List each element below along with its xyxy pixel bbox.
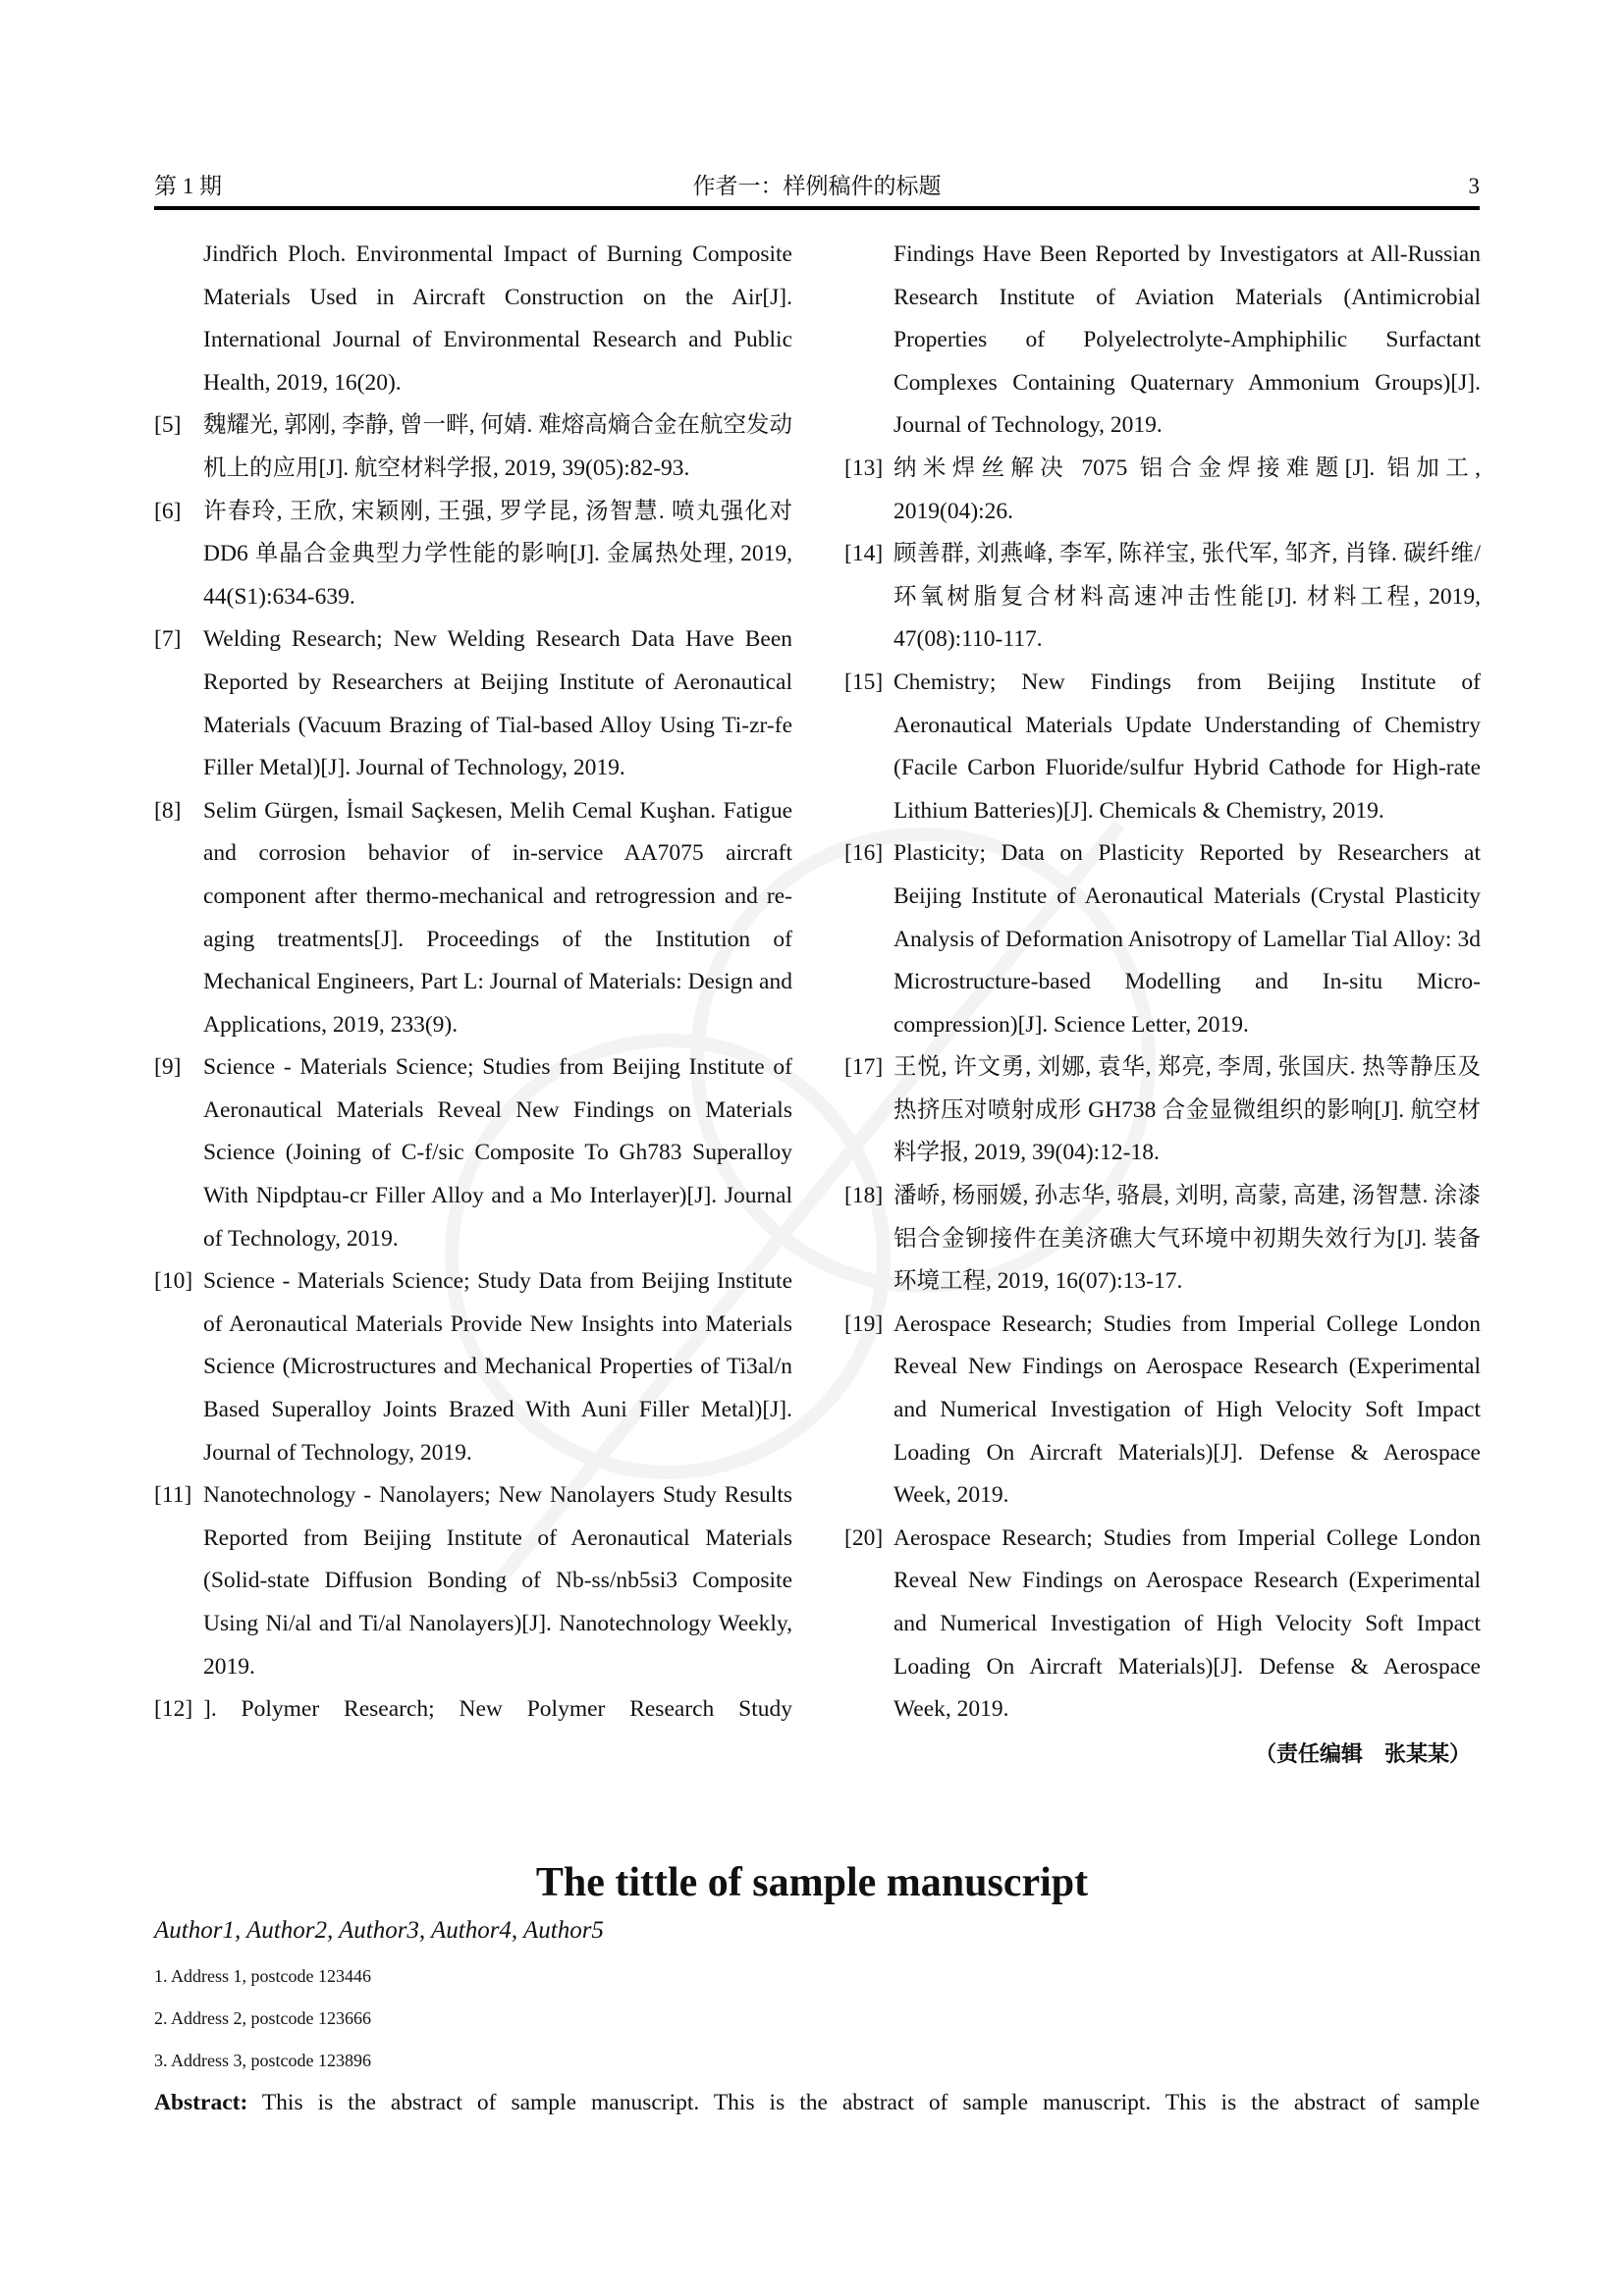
reference-number: [18] <box>844 1183 884 1209</box>
reference-text: 王悦, 许文勇, 刘娜, 袁华, 郑亮, 李周, 张国庆. 热等静压及热挤压对喷射成形 GH738 合金显微组织的影响[J]. 航空材料学报, 2019, 39(04):12-18. <box>893 1054 1481 1166</box>
running-title: 作者一：样例稿件的标题 <box>692 174 942 198</box>
reference-text: Welding Research; New Welding Research Data Have Been Reported by Researchers at Beijing Institute of Aeronautical Materials (Vacuum Brazing of Tial-based Alloy Using Ti-zr-fe Filler Metal)[J]. Journal of Technology, 2019. <box>203 626 792 781</box>
reference-item <box>154 404 792 490</box>
reference-number: [14] <box>844 541 884 567</box>
reference-item <box>844 662 1481 832</box>
references-left-column <box>154 234 792 1732</box>
reference-text: 魏耀光, 郭刚, 李静, 曾一畔, 何婧. 难熔高熵合金在航空发动机上的应用[J]. 航空材料学报, 2019, 39(05):82-93. <box>203 412 792 481</box>
references-right-column <box>844 234 1481 1776</box>
reference-item <box>844 1518 1481 1732</box>
reference-item <box>154 1688 792 1732</box>
reference-item <box>154 491 792 619</box>
reference-item <box>154 618 792 789</box>
reference-number: [8] <box>154 797 182 824</box>
reference-text: Findings Have Been Reported by Investigators at All-Russian Research Institute of Aviation Materials (Antimicrobial Properties of Polyelectrolyte-Amphiphilic Surfactant Complexes Containing Quaternary Ammonium Groups)[J]. Journal of Technology, 2019. <box>893 241 1481 439</box>
reference-number: [17] <box>844 1054 884 1081</box>
reference-item <box>154 234 792 404</box>
reference-text: ]. Polymer Research; New Polymer Research Study <box>203 1696 792 1723</box>
reference-number: [12] <box>154 1696 193 1723</box>
reference-text: Nanotechnology - Nanolayers; New Nanolayers Study Results Reported from Beijing Institute of Aeronautical Materials (Solid-state Diffusion Bonding of Nb-ss/nb5si3 Composite Using Ni/al and Ti/al Nanolayers)[J]. Nanotechnology Weekly, 2019. <box>203 1482 792 1680</box>
reference-text: Science - Materials Science; Studies from Beijing Institute of Aeronautical Materials Reveal New Findings on Materials Science (Joining of C-f/sic Composite To Gh783 Superalloy With Nipdptau-cr Filler Alloy and a Mo Interlayer)[J]. Journal of Technology, 2019. <box>203 1054 792 1252</box>
reference-item <box>154 1260 792 1474</box>
reference-number: [5] <box>154 412 182 439</box>
reference-text: Jindřich Ploch. Environmental Impact of Burning Composite Materials Used in Aircraft Construction on the Air[J]. International Journal of Environmental Research and Public Health, 2019, 16(20). <box>203 241 792 396</box>
reference-text: 纳米焊丝解决 7075 铝合金焊接难题[J]. 铝加工, 2019(04):26. <box>893 454 1481 524</box>
reference-item <box>154 1474 792 1688</box>
author-list: Author1, Author2, Author3, Author4, Author5 <box>154 1917 604 1944</box>
reference-number: [6] <box>154 498 182 524</box>
reference-text: 顾善群, 刘燕峰, 李军, 陈祥宝, 张代军, 邹齐, 肖锋. 碳纤维/环氧树脂复合材料高速冲击性能[J]. 材料工程, 2019, 47(08):110-117. <box>893 541 1481 653</box>
reference-item <box>844 832 1481 1046</box>
reference-text: Selim Gürgen, İsmail Saçkesen, Melih Cemal Kuşhan. Fatigue and corrosion behavior of in-service AA7075 aircraft component after thermo-mechanical and retrogression and re-aging treatments[J]. Proceedings of the Institution of Mechanical Engineers, Part L: Journal of Materials: Design and Applications, 2019, 233(9). <box>203 797 792 1038</box>
reference-number: [10] <box>154 1268 193 1295</box>
running-header <box>154 170 1480 203</box>
reference-number: [13] <box>844 454 884 481</box>
abstract <box>154 2086 1480 2119</box>
reference-text: 许春玲, 王欣, 宋颖刚, 王强, 罗学昆, 汤智慧. 喷丸强化对 DD6 单晶合金典型力学性能的影响[J]. 金属热处理, 2019, 44(S1):634-639. <box>203 498 792 610</box>
reference-item <box>844 1046 1481 1175</box>
reference-item <box>154 790 792 1047</box>
address-line: 2. Address 2, postcode 123666 <box>154 2008 371 2028</box>
abstract-text: This is the abstract of sample manuscript. This is the abstract of sample manuscript. This is the abstract of sample <box>261 2090 1481 2115</box>
reference-number: [7] <box>154 626 182 653</box>
page-number: 3 <box>1468 174 1480 198</box>
reference-number: [11] <box>154 1482 192 1509</box>
reference-text: Chemistry; New Findings from Beijing Institute of Aeronautical Materials Update Understanding of Chemistry (Facile Carbon Fluoride/sulfur Hybrid Cathode for High-rate Lithium Batteries)[J]. Chemicals & Chemistry, 2019. <box>893 668 1481 824</box>
reference-text: Plasticity; Data on Plasticity Reported by Researchers at Beijing Institute of Aeronautical Materials (Crystal Plasticity Analysis of Deformation Anisotropy of Lamellar Tial Alloy: 3d Microstructure-based Modelling and In-situ Micro-compression)[J]. Science Letter, 2019. <box>893 840 1481 1038</box>
reference-text: Science - Materials Science; Study Data from Beijing Institute of Aeronautical Materials Provide New Insights into Materials Science (Microstructures and Mechanical Properties of Ti3al/n Based Superalloy Joints Brazed With Auni Filler Metal)[J]. Journal of Technology, 2019. <box>203 1268 792 1466</box>
reference-text: 潘峤, 杨丽媛, 孙志华, 骆晨, 刘明, 高蒙, 高建, 汤智慧. 涂漆铝合金铆接件在美济礁大气环境中初期失效行为[J]. 装备环境工程, 2019, 16(07):13-17. <box>893 1183 1481 1295</box>
abstract-label: Abstract: <box>154 2090 248 2115</box>
manuscript-title: The tittle of sample manuscript <box>535 1860 1089 1905</box>
reference-item <box>844 1304 1481 1518</box>
reference-item <box>154 1046 792 1260</box>
reference-number: [15] <box>844 668 884 695</box>
header-rule <box>154 206 1480 210</box>
reference-number: [20] <box>844 1524 884 1551</box>
address-line: 3. Address 3, postcode 123896 <box>154 2051 371 2070</box>
reference-item <box>844 533 1481 662</box>
reference-text: Aerospace Research; Studies from Imperial College London Reveal New Findings on Aerospace Research (Experimental and Numerical Investigation of High Velocity Soft Impact Loading On Aircraft Materials)[J]. Defense & Aerospace Week, 2019. <box>893 1524 1481 1723</box>
reference-number: [9] <box>154 1054 182 1081</box>
address-line: 1. Address 1, postcode 123446 <box>154 1966 371 1986</box>
responsible-editor: （责任编辑 张某某） <box>1254 1741 1471 1767</box>
reference-number: [19] <box>844 1310 884 1337</box>
issue-label: 第 1 期 <box>154 174 222 198</box>
reference-number: [16] <box>844 840 884 867</box>
reference-item <box>844 234 1481 448</box>
reference-text: Aerospace Research; Studies from Imperial College London Reveal New Findings on Aerospace Research (Experimental and Numerical Investigation of High Velocity Soft Impact Loading On Aircraft Materials)[J]. Defense & Aerospace Week, 2019. <box>893 1310 1481 1509</box>
reference-item <box>844 448 1481 533</box>
reference-item <box>844 1175 1481 1304</box>
